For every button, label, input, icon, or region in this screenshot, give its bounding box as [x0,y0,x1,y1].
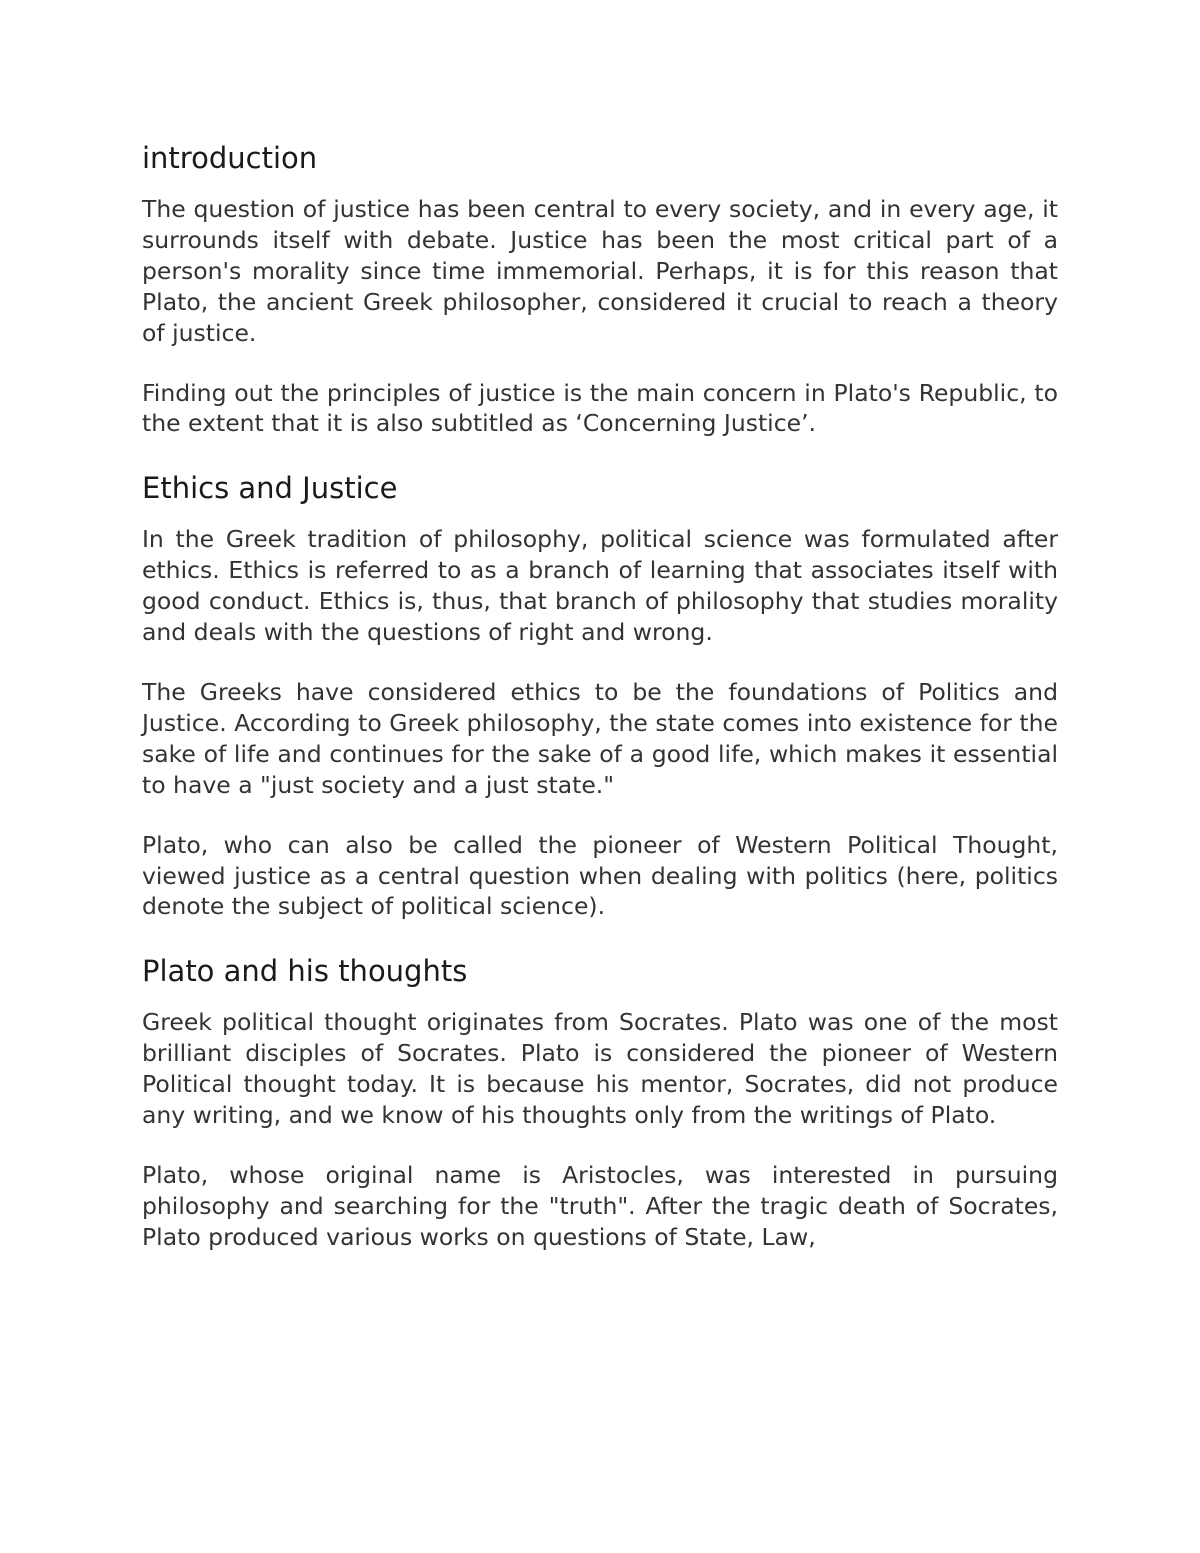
section-heading: Ethics and Justice [142,471,398,506]
section-ethics-and-justice [142,468,1058,922]
paragraph: Plato, who can also be called the pioneer of Western Political Thought, viewed justice as a central question when dealing with politics (here, politics denote the subject of political science). [142,830,1058,921]
section-heading: introduction [142,141,318,175]
section-heading: Plato and his thoughts [142,954,468,989]
paragraph: The question of justice has been central to every society, and in every age, it surrounds itself with debate. Justice has been the most critical part of a person's morality since time immemorial. Perhaps, it is for this reason that Plato, the ancient Greek philosopher, considered it crucial to reach a theory of justice. [142,195,1058,347]
document-page [142,138,1058,1253]
paragraph: In the Greek tradition of philosophy, political science was formulated after ethics. Ethics is referred to as a branch of learning that associates itself with good conduct. Ethics is, thus, that branch of philosophy that studies morality and deals with the questions of right and wrong. [142,525,1058,647]
section-introduction [142,138,1058,439]
paragraph: Plato, whose original name is Aristocles, was interested in pursuing philosophy and searching for the "truth". After the tragic death of Socrates, Plato produced various works on questions of State, Law, [142,1160,1058,1251]
section-plato-and-his-thoughts [142,951,1058,1252]
paragraph: The Greeks have considered ethics to be the foundations of Politics and Justice. According to Greek philosophy, the state comes into existence for the sake of life and continues for the sake of a good life, which makes it essential to have a "just society and a just state." [142,677,1058,799]
paragraph: Finding out the principles of justice is the main concern in Plato's Republic, to the extent that it is also subtitled as ‘Concerning Justice’. [142,378,1058,438]
paragraph: Greek political thought originates from Socrates. Plato was one of the most brilliant disciples of Socrates. Plato is considered the pioneer of Western Political thought today. It is because his mentor, Socrates, did not produce any writing, and we know of his thoughts only from the writings of Plato. [142,1008,1058,1130]
